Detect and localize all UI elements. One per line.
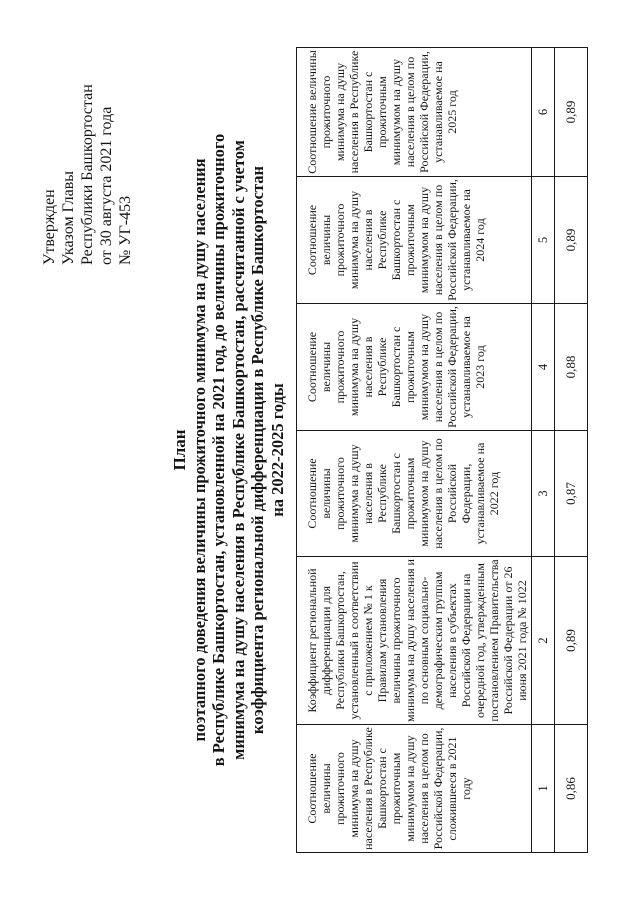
- column-number: 1: [532, 725, 555, 853]
- approval-stamp: [40, 25, 135, 265]
- table-header-cell: Соотношение величины прожиточного минимума на душу населения в Республике Башкортостан с прожиточным минимумом на душу населения в целом по Российской Федерации, сложившееся в 2021 году: [297, 725, 532, 853]
- column-number: 4: [532, 304, 555, 431]
- approval-date: от 30 августа 2021 года: [98, 106, 115, 265]
- column-number: 6: [532, 48, 555, 177]
- title-line: коэффициента региональной дифференциации в Республике Башкортостан: [248, 165, 267, 735]
- table-value-cell: 0,86: [555, 725, 588, 853]
- document-title: [170, 55, 287, 845]
- table-header-cell: Соотношение величины прожиточного минимума на душу населения в Республике Башкортостан с прожиточным минимумом на душу населения в целом по Российской Федерации, устанавливаемое на 2023 год: [297, 304, 532, 431]
- table-value-cell: 0,89: [555, 177, 588, 304]
- approval-number: № УГ-453: [117, 195, 134, 265]
- title-line: на 2022-2025 годы: [267, 383, 287, 517]
- ratio-table: [296, 47, 588, 853]
- table-value-cell: 0,89: [555, 48, 588, 177]
- column-number: 5: [532, 177, 555, 304]
- title-plan: План: [170, 429, 189, 471]
- table-value-cell: 0,88: [555, 304, 588, 431]
- table-header-cell: Соотношение величины прожиточного минимума на душу населения в Республике Башкортостан с прожиточным минимумом на душу населения в целом по Российской Федерации, устанавливаемое на 2022 год: [297, 431, 532, 557]
- table-header-row: [297, 48, 532, 853]
- title-line: поэтапного доведения величины прожиточного минимума на душу населения: [189, 158, 209, 742]
- title-line: в Республике Башкортостан, установленной на 2021 год, до величины прожиточного: [209, 133, 228, 767]
- table-value-row: [555, 48, 588, 853]
- approval-line: Республики Башкортостан: [79, 84, 96, 265]
- table-header-cell: Соотношение величины прожиточного минимума на душу населения в Республике Башкортостан с прожиточным минимумом на душу населения в целом по Российской Федерации, устанавливаемое на 2025 год: [297, 48, 532, 177]
- column-number: 3: [532, 431, 555, 557]
- approval-line: Утвержден: [41, 189, 58, 265]
- table-value-cell: 0,87: [555, 431, 588, 557]
- table-header-cell: Коэффициент региональной дифференциации для Республики Башкортостан, установленный в соответствии с приложением № 1 к Правилам установления величины прожиточного минимума на душу населения и по основным социально-демографическим группам населения в субъектах Российской Федерации на очередной год, утвержденным постановлением Правительства Российской Федерации от 26 июня 2021 года № 1022: [297, 557, 532, 725]
- table-header-cell: Соотношение величины прожиточного минимума на душу населения в Республике Башкортостан с прожиточным минимумом на душу населения в целом по Российской Федерации, устанавливаемое на 2024 год: [297, 177, 532, 304]
- table-column-number-row: [532, 48, 555, 853]
- column-number: 2: [532, 557, 555, 725]
- table-value-cell: 0,89: [555, 557, 588, 725]
- title-line: минимума на душу населения в Республике Башкортостан, рассчитанной с учетом: [228, 140, 248, 760]
- approval-line: Указом Главы: [60, 170, 77, 265]
